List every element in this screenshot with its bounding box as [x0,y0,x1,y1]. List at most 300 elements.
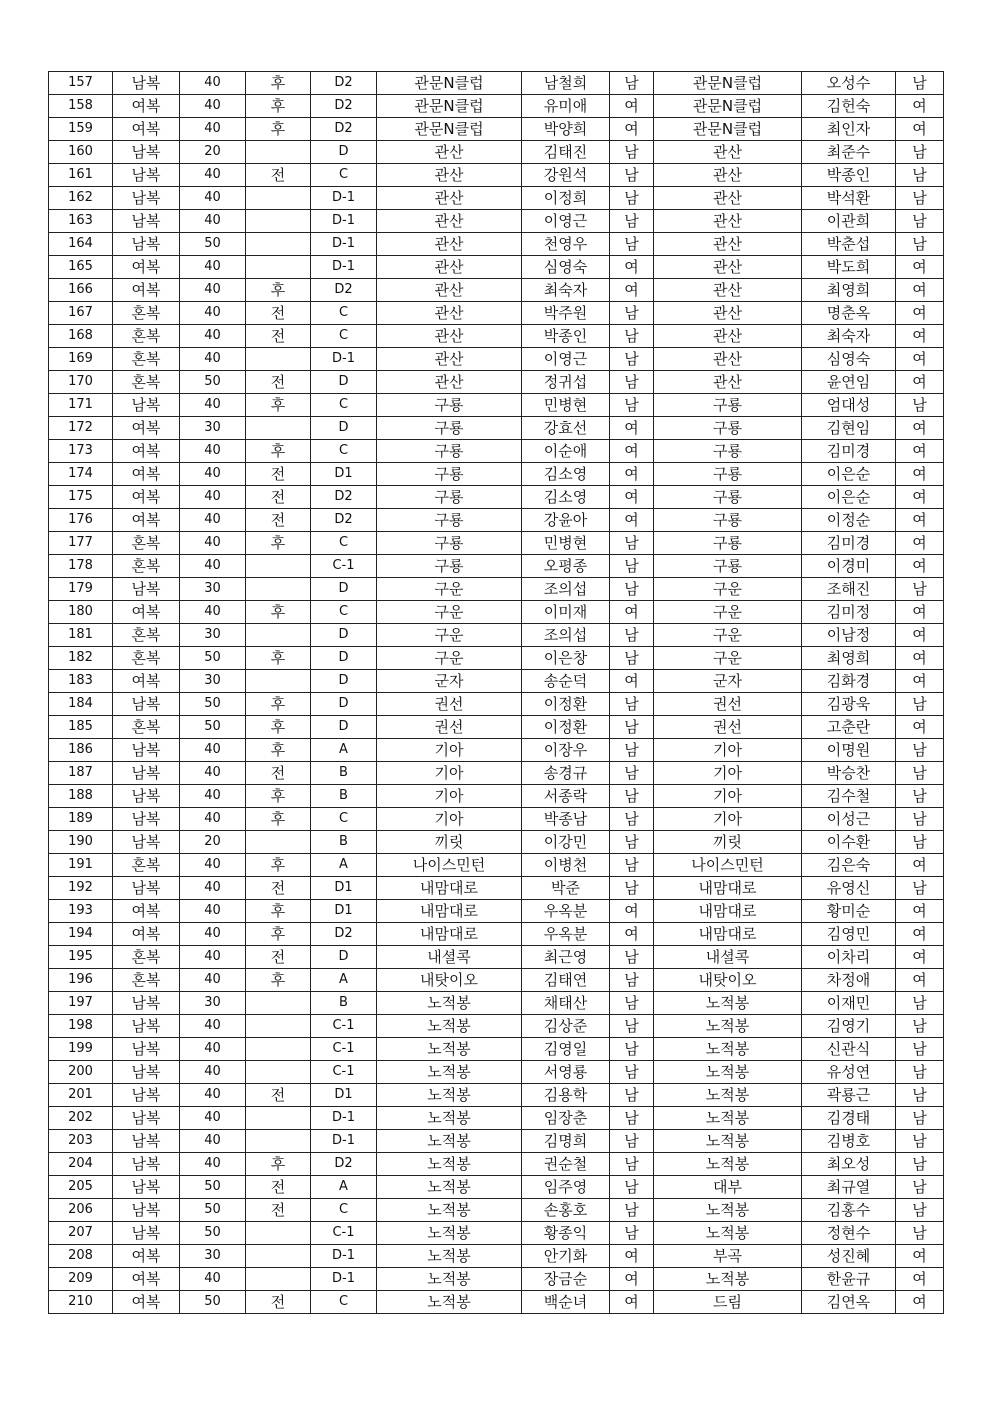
player-1-gender-cell: 남 [610,394,654,417]
age-group-cell: 40 [180,509,246,532]
club-1-cell: 끼릿 [377,831,522,854]
entry-number-cell: 200 [49,1061,113,1084]
event-type-cell: 남복 [113,1199,180,1222]
player-1-gender-cell: 남 [610,1199,654,1222]
event-type-cell: 남복 [113,693,180,716]
player-2-gender-cell: 남 [896,141,944,164]
player-2-gender-cell: 남 [896,1199,944,1222]
player-1-name-cell: 조의섭 [522,578,610,601]
player-2-name-cell: 박석환 [802,187,896,210]
entry-number-cell: 190 [49,831,113,854]
age-group-cell: 50 [180,371,246,394]
player-1-gender-cell: 남 [610,164,654,187]
player-2-gender-cell: 남 [896,992,944,1015]
event-type-cell: 혼복 [113,555,180,578]
player-2-gender-cell: 여 [896,946,944,969]
player-1-name-cell: 김태진 [522,141,610,164]
age-group-cell: 40 [180,854,246,877]
table-row [49,831,944,854]
grade-cell: B [311,992,377,1015]
player-1-name-cell: 임주영 [522,1176,610,1199]
club-1-cell: 관산 [377,279,522,302]
table-row [49,555,944,578]
entry-number-cell: 189 [49,808,113,831]
player-2-gender-cell: 남 [896,1038,944,1061]
age-group-cell: 40 [180,394,246,417]
grade-cell: D1 [311,463,377,486]
grade-cell: A [311,1176,377,1199]
entry-number-cell: 166 [49,279,113,302]
session-cell: 전 [246,486,311,509]
event-type-cell: 남복 [113,739,180,762]
entry-number-cell: 178 [49,555,113,578]
player-2-gender-cell: 여 [896,1245,944,1268]
club-2-cell: 구룡 [654,394,802,417]
player-2-gender-cell: 여 [896,95,944,118]
age-group-cell: 40 [180,187,246,210]
grade-cell: C [311,440,377,463]
event-type-cell: 남복 [113,1176,180,1199]
entry-number-cell: 171 [49,394,113,417]
grade-cell: C-1 [311,1222,377,1245]
session-cell: 후 [246,1153,311,1176]
age-group-cell: 20 [180,831,246,854]
age-group-cell: 50 [180,716,246,739]
grade-cell: D [311,670,377,693]
club-1-cell: 구룡 [377,532,522,555]
session-cell: 후 [246,532,311,555]
club-2-cell: 관산 [654,141,802,164]
player-2-name-cell: 이수환 [802,831,896,854]
table-row [49,371,944,394]
grade-cell: D-1 [311,187,377,210]
entry-number-cell: 163 [49,210,113,233]
player-1-gender-cell: 남 [610,1015,654,1038]
table-row [49,854,944,877]
player-2-gender-cell: 남 [896,164,944,187]
player-2-gender-cell: 여 [896,1268,944,1291]
event-type-cell: 여복 [113,900,180,923]
player-2-name-cell: 최영희 [802,647,896,670]
age-group-cell: 40 [180,1015,246,1038]
player-2-gender-cell: 여 [896,509,944,532]
player-1-gender-cell: 남 [610,302,654,325]
table-row [49,1176,944,1199]
age-group-cell: 40 [180,808,246,831]
player-2-gender-cell: 여 [896,256,944,279]
player-2-gender-cell: 남 [896,1222,944,1245]
player-1-gender-cell: 남 [610,348,654,371]
club-2-cell: 노적봉 [654,992,802,1015]
player-2-name-cell: 이은순 [802,463,896,486]
player-1-name-cell: 채태산 [522,992,610,1015]
club-1-cell: 기아 [377,739,522,762]
grade-cell: D2 [311,72,377,95]
player-1-gender-cell: 여 [610,486,654,509]
table-row [49,256,944,279]
session-cell: 전 [246,946,311,969]
entry-number-cell: 172 [49,417,113,440]
club-2-cell: 구룡 [654,509,802,532]
club-1-cell: 관산 [377,325,522,348]
player-2-name-cell: 이명원 [802,739,896,762]
player-1-name-cell: 이장우 [522,739,610,762]
player-1-name-cell: 민병현 [522,532,610,555]
player-2-gender-cell: 남 [896,785,944,808]
player-1-name-cell: 박종남 [522,808,610,831]
grade-cell: D1 [311,1084,377,1107]
age-group-cell: 40 [180,1153,246,1176]
entry-number-cell: 198 [49,1015,113,1038]
club-2-cell: 부곡 [654,1245,802,1268]
grade-cell: D-1 [311,233,377,256]
age-group-cell: 30 [180,578,246,601]
player-2-name-cell: 김병호 [802,1130,896,1153]
club-1-cell: 구룡 [377,486,522,509]
club-1-cell: 관산 [377,371,522,394]
grade-cell: D [311,578,377,601]
club-2-cell: 관산 [654,233,802,256]
player-2-name-cell: 김영기 [802,1015,896,1038]
age-group-cell: 40 [180,325,246,348]
player-1-gender-cell: 여 [610,1268,654,1291]
player-2-gender-cell: 여 [896,555,944,578]
player-2-gender-cell: 여 [896,463,944,486]
session-cell: 전 [246,371,311,394]
age-group-cell: 40 [180,118,246,141]
event-type-cell: 남복 [113,187,180,210]
player-1-gender-cell: 남 [610,716,654,739]
session-cell: 후 [246,785,311,808]
session-cell: 전 [246,164,311,187]
event-type-cell: 남복 [113,1015,180,1038]
session-cell [246,555,311,578]
player-1-gender-cell: 남 [610,532,654,555]
entry-number-cell: 173 [49,440,113,463]
session-cell [246,348,311,371]
age-group-cell: 40 [180,969,246,992]
player-2-name-cell: 최규열 [802,1176,896,1199]
club-1-cell: 관산 [377,348,522,371]
player-1-gender-cell: 여 [610,509,654,532]
grade-cell: B [311,785,377,808]
age-group-cell: 30 [180,670,246,693]
player-1-gender-cell: 남 [610,325,654,348]
session-cell: 후 [246,95,311,118]
player-1-name-cell: 이정환 [522,693,610,716]
player-2-gender-cell: 남 [896,1176,944,1199]
age-group-cell: 50 [180,693,246,716]
club-1-cell: 구룡 [377,417,522,440]
player-1-gender-cell: 남 [610,555,654,578]
club-2-cell: 노적봉 [654,1107,802,1130]
entry-number-cell: 205 [49,1176,113,1199]
player-1-name-cell: 심영숙 [522,256,610,279]
player-1-gender-cell: 여 [610,923,654,946]
session-cell: 후 [246,969,311,992]
player-1-gender-cell: 남 [610,72,654,95]
table-row [49,486,944,509]
player-1-gender-cell: 여 [610,118,654,141]
player-1-name-cell: 권순철 [522,1153,610,1176]
club-2-cell: 관문N클럽 [654,118,802,141]
entry-number-cell: 159 [49,118,113,141]
grade-cell: D1 [311,877,377,900]
club-2-cell: 노적봉 [654,1268,802,1291]
club-2-cell: 기아 [654,785,802,808]
player-1-name-cell: 박종인 [522,325,610,348]
player-2-name-cell: 최준수 [802,141,896,164]
entry-number-cell: 181 [49,624,113,647]
table-row [49,1153,944,1176]
table-row [49,808,944,831]
club-2-cell: 권선 [654,716,802,739]
event-type-cell: 여복 [113,95,180,118]
player-2-name-cell: 김광욱 [802,693,896,716]
session-cell: 후 [246,854,311,877]
player-1-gender-cell: 여 [610,1291,654,1314]
player-1-gender-cell: 남 [610,371,654,394]
table-row [49,532,944,555]
player-1-gender-cell: 여 [610,900,654,923]
player-1-name-cell: 김소영 [522,463,610,486]
session-cell: 전 [246,1199,311,1222]
table-row [49,164,944,187]
age-group-cell: 40 [180,486,246,509]
player-2-gender-cell: 여 [896,532,944,555]
entry-number-cell: 168 [49,325,113,348]
table-row [49,1268,944,1291]
entry-number-cell: 175 [49,486,113,509]
entry-number-cell: 158 [49,95,113,118]
table-row [49,463,944,486]
table-row [49,693,944,716]
grade-cell: D2 [311,486,377,509]
club-2-cell: 노적봉 [654,1222,802,1245]
club-2-cell: 관산 [654,325,802,348]
player-2-gender-cell: 여 [896,302,944,325]
player-1-name-cell: 박양희 [522,118,610,141]
player-2-gender-cell: 여 [896,647,944,670]
club-1-cell: 노적봉 [377,1061,522,1084]
club-2-cell: 구운 [654,624,802,647]
player-1-name-cell: 장금순 [522,1268,610,1291]
entry-number-cell: 195 [49,946,113,969]
grade-cell: C [311,601,377,624]
club-2-cell: 기아 [654,739,802,762]
entry-number-cell: 179 [49,578,113,601]
player-1-gender-cell: 남 [610,831,654,854]
table-body [49,72,944,1314]
event-type-cell: 남복 [113,233,180,256]
player-1-gender-cell: 남 [610,808,654,831]
club-1-cell: 내맘대로 [377,923,522,946]
table-row [49,1199,944,1222]
club-1-cell: 권선 [377,693,522,716]
player-2-name-cell: 최인자 [802,118,896,141]
event-type-cell: 남복 [113,877,180,900]
table-row [49,325,944,348]
event-type-cell: 혼복 [113,969,180,992]
club-1-cell: 노적봉 [377,1199,522,1222]
entry-number-cell: 208 [49,1245,113,1268]
club-2-cell: 노적봉 [654,1153,802,1176]
table-row [49,72,944,95]
club-1-cell: 관산 [377,187,522,210]
age-group-cell: 40 [180,210,246,233]
entry-number-cell: 170 [49,371,113,394]
player-2-name-cell: 김연옥 [802,1291,896,1314]
entry-number-cell: 182 [49,647,113,670]
session-cell: 후 [246,72,311,95]
entry-number-cell: 196 [49,969,113,992]
club-2-cell: 구룡 [654,486,802,509]
club-1-cell: 내맘대로 [377,900,522,923]
player-1-gender-cell: 남 [610,141,654,164]
table-row [49,509,944,532]
table-row [49,118,944,141]
event-type-cell: 여복 [113,1245,180,1268]
table-row [49,624,944,647]
player-2-gender-cell: 여 [896,969,944,992]
age-group-cell: 40 [180,555,246,578]
entry-number-cell: 191 [49,854,113,877]
event-type-cell: 남복 [113,164,180,187]
table-row [49,762,944,785]
grade-cell: D [311,141,377,164]
player-2-gender-cell: 여 [896,900,944,923]
session-cell [246,1268,311,1291]
table-row [49,578,944,601]
player-1-gender-cell: 여 [610,417,654,440]
event-type-cell: 혼복 [113,854,180,877]
age-group-cell: 40 [180,785,246,808]
table-row [49,141,944,164]
table-row [49,1222,944,1245]
event-type-cell: 여복 [113,417,180,440]
club-1-cell: 구룡 [377,463,522,486]
session-cell [246,624,311,647]
table-row [49,417,944,440]
player-1-gender-cell: 남 [610,762,654,785]
grade-cell: D-1 [311,256,377,279]
club-1-cell: 노적봉 [377,1153,522,1176]
club-1-cell: 구운 [377,578,522,601]
table-row [49,969,944,992]
grade-cell: C [311,808,377,831]
grade-cell: D2 [311,279,377,302]
club-1-cell: 노적봉 [377,1084,522,1107]
event-type-cell: 여복 [113,601,180,624]
entry-number-cell: 209 [49,1268,113,1291]
entry-number-cell: 186 [49,739,113,762]
age-group-cell: 40 [180,72,246,95]
player-1-gender-cell: 남 [610,1084,654,1107]
entry-number-cell: 192 [49,877,113,900]
player-2-gender-cell: 여 [896,486,944,509]
event-type-cell: 남복 [113,1084,180,1107]
player-1-name-cell: 김상준 [522,1015,610,1038]
grade-cell: C [311,1199,377,1222]
player-2-name-cell: 김영민 [802,923,896,946]
club-2-cell: 내맘대로 [654,877,802,900]
table-row [49,1084,944,1107]
club-2-cell: 관산 [654,371,802,394]
player-2-gender-cell: 남 [896,1107,944,1130]
entry-number-cell: 161 [49,164,113,187]
club-1-cell: 관산 [377,256,522,279]
event-type-cell: 혼복 [113,946,180,969]
grade-cell: D2 [311,1153,377,1176]
grade-cell: D2 [311,509,377,532]
player-1-name-cell: 서종락 [522,785,610,808]
club-1-cell: 관산 [377,302,522,325]
event-type-cell: 남복 [113,578,180,601]
entry-number-cell: 176 [49,509,113,532]
age-group-cell: 30 [180,1245,246,1268]
player-2-gender-cell: 남 [896,578,944,601]
player-1-name-cell: 박준 [522,877,610,900]
table-row [49,348,944,371]
player-1-gender-cell: 남 [610,992,654,1015]
grade-cell: C [311,325,377,348]
player-2-gender-cell: 남 [896,877,944,900]
player-2-gender-cell: 남 [896,831,944,854]
grade-cell: D2 [311,118,377,141]
club-2-cell: 권선 [654,693,802,716]
grade-cell: D-1 [311,210,377,233]
player-1-gender-cell: 남 [610,624,654,647]
session-cell [246,1245,311,1268]
player-1-gender-cell: 남 [610,578,654,601]
table-row [49,302,944,325]
player-1-gender-cell: 남 [610,877,654,900]
grade-cell: D [311,693,377,716]
grade-cell: D1 [311,900,377,923]
club-1-cell: 관산 [377,233,522,256]
club-2-cell: 구운 [654,647,802,670]
session-cell [246,1222,311,1245]
entry-number-cell: 201 [49,1084,113,1107]
player-1-gender-cell: 여 [610,670,654,693]
club-2-cell: 끼릿 [654,831,802,854]
club-2-cell: 노적봉 [654,1038,802,1061]
age-group-cell: 40 [180,923,246,946]
player-2-gender-cell: 여 [896,325,944,348]
club-1-cell: 노적봉 [377,1176,522,1199]
age-group-cell: 40 [180,739,246,762]
player-2-name-cell: 최영희 [802,279,896,302]
event-type-cell: 남복 [113,1107,180,1130]
entry-number-cell: 206 [49,1199,113,1222]
player-1-name-cell: 천영우 [522,233,610,256]
session-cell: 후 [246,923,311,946]
session-cell: 전 [246,1176,311,1199]
age-group-cell: 40 [180,1084,246,1107]
entry-number-cell: 184 [49,693,113,716]
player-1-gender-cell: 여 [610,279,654,302]
player-2-name-cell: 오성수 [802,72,896,95]
session-cell [246,417,311,440]
club-2-cell: 관산 [654,210,802,233]
player-2-name-cell: 차정애 [802,969,896,992]
table-row [49,992,944,1015]
player-1-gender-cell: 남 [610,187,654,210]
player-1-gender-cell: 남 [610,210,654,233]
club-2-cell: 대부 [654,1176,802,1199]
player-1-name-cell: 강윤아 [522,509,610,532]
event-type-cell: 남복 [113,992,180,1015]
